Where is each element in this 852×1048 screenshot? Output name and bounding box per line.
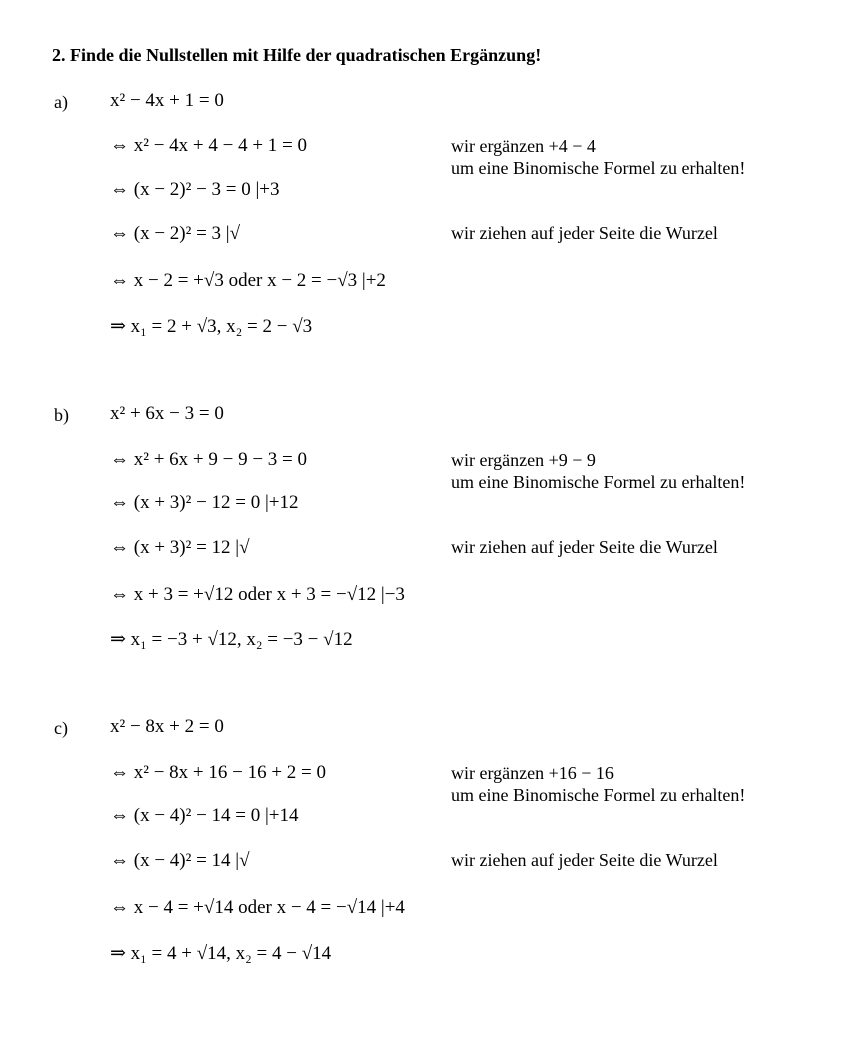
part-b-equation: x² + 6x − 3 = 0 <box>110 403 224 424</box>
part-b-label: b) <box>54 405 69 425</box>
exercise-title: 2. Finde die Nullstellen mit Hilfe der quadratischen Ergänzung! <box>52 45 542 65</box>
part-c-equation: x² − 8x + 2 = 0 <box>110 716 224 737</box>
part-c-label: c) <box>54 718 68 738</box>
part-b-note-1-line-2: um eine Binomische Formel zu erhalten! <box>451 472 746 492</box>
part-a-note-1-line-2: um eine Binomische Formel zu erhalten! <box>451 158 746 178</box>
part-a-step-1: ⇔ x² − 4x + 4 − 4 + 1 = 0 <box>110 135 308 156</box>
part-b-step-2: ⇔ (x + 3)² − 12 = 0 |+12 <box>110 492 299 513</box>
part-b-step-4: ⇔ x + 3 = +√12 oder x + 3 = −√12 |−3 <box>110 584 405 605</box>
part-a-note-2: wir ziehen auf jeder Seite die Wurzel <box>451 223 718 243</box>
part-c-solution: ⇒ x₁ = 4 + √14, x₂ = 4 − √14 <box>110 943 332 964</box>
part-c-step-4: ⇔ x − 4 = +√14 oder x − 4 = −√14 |+4 <box>110 897 405 918</box>
part-c-note-1-line-1: wir ergänzen +16 − 16 <box>451 763 614 783</box>
part-c-step-3: ⇔ (x − 4)² = 14 |√ <box>110 850 250 871</box>
part-b-note-2: wir ziehen auf jeder Seite die Wurzel <box>451 537 718 557</box>
part-a-note-1-line-1: wir ergänzen +4 − 4 <box>451 136 596 156</box>
part-c-note-1 <box>451 762 745 806</box>
part-a-step-4: ⇔ x − 2 = +√3 oder x − 2 = −√3 |+2 <box>110 270 386 291</box>
part-a-step-2: ⇔ (x − 2)² − 3 = 0 |+3 <box>110 179 280 200</box>
part-b-solution: ⇒ x₁ = −3 + √12, x₂ = −3 − √12 <box>110 629 353 650</box>
part-b-step-1: ⇔ x² + 6x + 9 − 9 − 3 = 0 <box>110 449 308 470</box>
part-a-solution: ⇒ x₁ = 2 + √3, x₂ = 2 − √3 <box>110 316 313 337</box>
part-c-step-2: ⇔ (x − 4)² − 14 = 0 |+14 <box>110 805 299 826</box>
part-b-step-3: ⇔ (x + 3)² = 12 |√ <box>110 537 250 558</box>
part-a-note-1 <box>451 135 745 179</box>
part-b-note-1 <box>451 449 745 493</box>
part-b-note-1-line-1: wir ergänzen +9 − 9 <box>451 450 596 470</box>
part-c-note-1-line-2: um eine Binomische Formel zu erhalten! <box>451 785 746 805</box>
part-c-note-2: wir ziehen auf jeder Seite die Wurzel <box>451 850 718 870</box>
part-c-step-1: ⇔ x² − 8x + 16 − 16 + 2 = 0 <box>110 762 327 783</box>
part-a-equation: x² − 4x + 1 = 0 <box>110 90 224 111</box>
part-a-step-3: ⇔ (x − 2)² = 3 |√ <box>110 223 241 244</box>
part-a-label: a) <box>54 92 68 112</box>
